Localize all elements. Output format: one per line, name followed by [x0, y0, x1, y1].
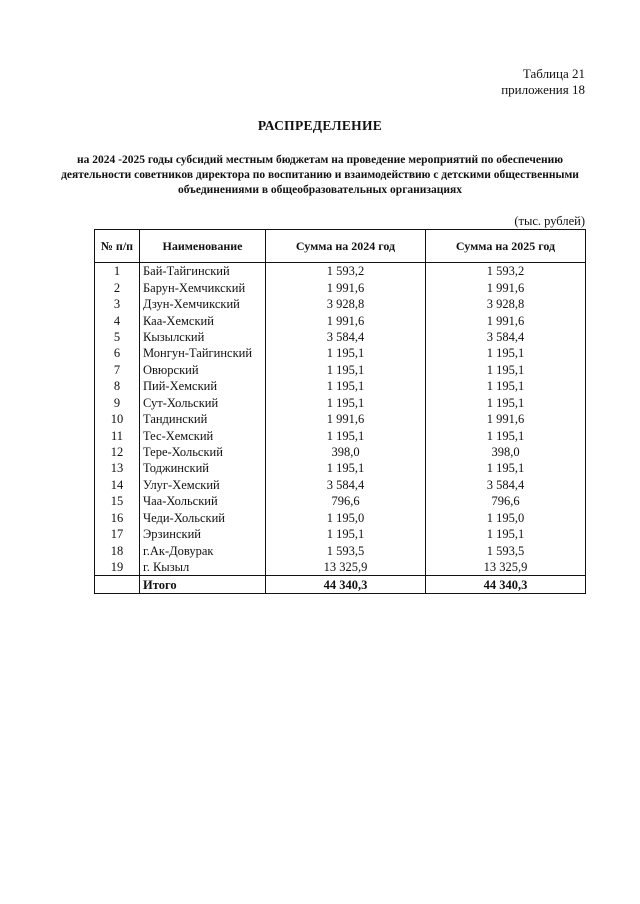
- row-name: Монгун-Тайгинский: [140, 345, 266, 361]
- row-name: Кызылский: [140, 329, 266, 345]
- row-number: 19: [95, 559, 140, 576]
- row-sum-2025: 1 195,1: [426, 526, 586, 542]
- table-row: [95, 477, 586, 493]
- table-row: [95, 395, 586, 411]
- row-sum-2025: 3 584,4: [426, 329, 586, 345]
- row-name: Пий-Хемский: [140, 378, 266, 394]
- total-number-cell: [95, 576, 140, 594]
- row-name: Чаа-Хольский: [140, 493, 266, 509]
- row-sum-2025: 1 195,1: [426, 345, 586, 361]
- column-header-number: № п/п: [95, 230, 140, 263]
- row-name: Тандинский: [140, 411, 266, 427]
- row-number: 8: [95, 378, 140, 394]
- row-sum-2025: 3 928,8: [426, 296, 586, 312]
- row-sum-2025: 1 195,1: [426, 427, 586, 443]
- table-row: [95, 444, 586, 460]
- row-name: Бай-Тайгинский: [140, 263, 266, 280]
- row-number: 4: [95, 312, 140, 328]
- table-row: [95, 559, 586, 576]
- row-sum-2025: 1 195,1: [426, 378, 586, 394]
- table-row: [95, 542, 586, 558]
- row-sum-2024: 3 928,8: [266, 296, 426, 312]
- row-sum-2024: 13 325,9: [266, 559, 426, 576]
- row-name: Дзун-Хемчикский: [140, 296, 266, 312]
- row-number: 10: [95, 411, 140, 427]
- row-sum-2024: 3 584,4: [266, 477, 426, 493]
- row-number: 17: [95, 526, 140, 542]
- row-name: Эрзинский: [140, 526, 266, 542]
- row-sum-2024: 1 991,6: [266, 312, 426, 328]
- table-row: [95, 526, 586, 542]
- document-subtitle: на 2024 -2025 годы субсидий местным бюджетам на проведение мероприятий по обеспечению деятельности советников директора по воспитанию и взаимодействию с детскими общественными объединениями в общеобразовательных организациях: [61, 154, 579, 196]
- row-sum-2024: 398,0: [266, 444, 426, 460]
- table-row: [95, 493, 586, 509]
- row-number: 9: [95, 395, 140, 411]
- row-number: 5: [95, 329, 140, 345]
- row-sum-2025: 1 195,0: [426, 510, 586, 526]
- table-row: [95, 296, 586, 312]
- row-sum-2025: 398,0: [426, 444, 586, 460]
- table-row: [95, 411, 586, 427]
- row-name: г. Кызыл: [140, 559, 266, 576]
- row-name: Улуг-Хемский: [140, 477, 266, 493]
- document-title: РАСПРЕДЕЛЕНИЕ: [257, 118, 383, 133]
- row-sum-2024: 1 195,1: [266, 362, 426, 378]
- column-header-name: Наименование: [140, 230, 266, 263]
- table-row: [95, 510, 586, 526]
- row-sum-2025: 1 593,5: [426, 542, 586, 558]
- row-number: 7: [95, 362, 140, 378]
- row-name: Каа-Хемский: [140, 312, 266, 328]
- total-label: Итого: [140, 576, 266, 594]
- total-row: [95, 576, 586, 594]
- row-sum-2024: 796,6: [266, 493, 426, 509]
- row-name: Сут-Хольский: [140, 395, 266, 411]
- table-row: [95, 263, 586, 280]
- row-number: 16: [95, 510, 140, 526]
- row-number: 15: [95, 493, 140, 509]
- table-row: [95, 378, 586, 394]
- table-row: [95, 362, 586, 378]
- row-name: Овюрский: [140, 362, 266, 378]
- table-row: [95, 427, 586, 443]
- row-name: Барун-Хемчикский: [140, 279, 266, 295]
- row-sum-2024: 1 195,1: [266, 395, 426, 411]
- row-name: Чеди-Хольский: [140, 510, 266, 526]
- row-sum-2024: 1 593,5: [266, 542, 426, 558]
- row-sum-2025: 1 195,1: [426, 460, 586, 476]
- row-sum-2024: 1 195,1: [266, 526, 426, 542]
- row-sum-2025: 3 584,4: [426, 477, 586, 493]
- row-name: Тоджинский: [140, 460, 266, 476]
- row-number: 1: [95, 263, 140, 280]
- row-sum-2024: 1 593,2: [266, 263, 426, 280]
- total-2025: 44 340,3: [426, 576, 586, 594]
- row-number: 14: [95, 477, 140, 493]
- row-name: Тере-Хольский: [140, 444, 266, 460]
- row-sum-2025: 1 991,6: [426, 312, 586, 328]
- row-number: 6: [95, 345, 140, 361]
- row-sum-2024: 1 195,0: [266, 510, 426, 526]
- table-row: [95, 312, 586, 328]
- row-sum-2024: 1 195,1: [266, 345, 426, 361]
- row-sum-2024: 1 991,6: [266, 279, 426, 295]
- row-sum-2024: 1 991,6: [266, 411, 426, 427]
- total-2024: 44 340,3: [266, 576, 426, 594]
- column-header-2025: Сумма на 2025 год: [426, 230, 586, 263]
- row-sum-2025: 1 195,1: [426, 395, 586, 411]
- row-number: 3: [95, 296, 140, 312]
- row-sum-2024: 1 195,1: [266, 460, 426, 476]
- row-number: 18: [95, 542, 140, 558]
- row-sum-2024: 3 584,4: [266, 329, 426, 345]
- row-number: 11: [95, 427, 140, 443]
- table-row: [95, 329, 586, 345]
- row-sum-2025: 1 593,2: [426, 263, 586, 280]
- row-sum-2025: 796,6: [426, 493, 586, 509]
- table-row: [95, 460, 586, 476]
- row-name: г.Ак-Довурак: [140, 542, 266, 558]
- row-number: 2: [95, 279, 140, 295]
- row-name: Тес-Хемский: [140, 427, 266, 443]
- row-number: 12: [95, 444, 140, 460]
- row-sum-2025: 1 991,6: [426, 279, 586, 295]
- table-body: [95, 263, 586, 576]
- table-row: [95, 279, 586, 295]
- row-number: 13: [95, 460, 140, 476]
- distribution-table: [94, 229, 586, 594]
- row-sum-2024: 1 195,1: [266, 427, 426, 443]
- table-row: [95, 345, 586, 361]
- row-sum-2025: 1 195,1: [426, 362, 586, 378]
- table-number: Таблица 21: [522, 66, 585, 81]
- column-header-2024: Сумма на 2024 год: [266, 230, 426, 263]
- table-header-row: [95, 230, 586, 263]
- row-sum-2024: 1 195,1: [266, 378, 426, 394]
- appendix-reference: приложения 18: [501, 82, 585, 97]
- row-sum-2025: 13 325,9: [426, 559, 586, 576]
- unit-label: (тыс. рублей): [514, 214, 585, 228]
- row-sum-2025: 1 991,6: [426, 411, 586, 427]
